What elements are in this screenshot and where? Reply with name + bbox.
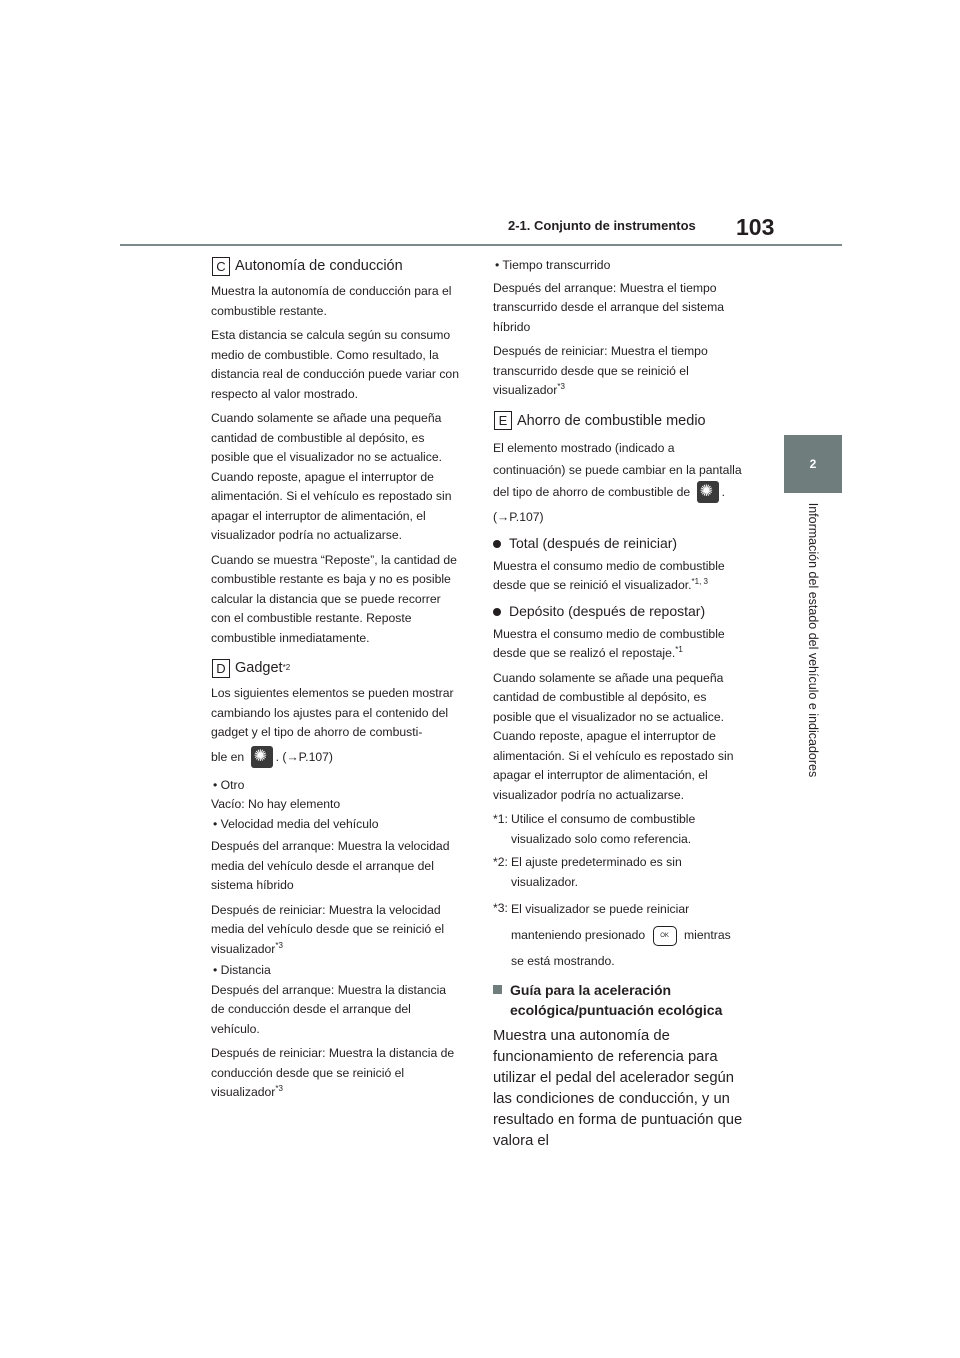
d-paragraph-1b bbox=[211, 743, 463, 771]
total-text: Muestra el consumo medio de combustible desde que se reinició el visualizador. bbox=[493, 558, 725, 593]
settings-gear-icon bbox=[697, 481, 719, 503]
e-p1-text: El elemento mostrado (indicado a continuación) se puede cambiar en la pantalla del tipo de ahorro de combustible de bbox=[493, 440, 742, 499]
total-paragraph bbox=[493, 557, 745, 596]
footnote-3-body bbox=[511, 896, 745, 974]
e-paragraph-1 bbox=[493, 437, 745, 504]
t-p2-text: Después de reiniciar: Muestra el tiempo transcurrido desde que se reinició el visualizador bbox=[493, 344, 708, 397]
chapter-side-label: Información del estado del vehículo e indicadores bbox=[806, 502, 820, 778]
left-column bbox=[211, 256, 463, 1108]
footnote-3-text-pre: El visualizador se puede reiniciar manteniendo presionado bbox=[511, 902, 690, 943]
bullet-distancia: • Distancia bbox=[213, 963, 271, 977]
vel-paragraph-1: Después del arranque: Muestra la velocidad media del vehículo desde el arranque del sistema híbrido bbox=[211, 839, 450, 892]
guide-title: Guía para la aceleración ecológica/puntuación ecológica bbox=[510, 982, 723, 1019]
dist-paragraph-2 bbox=[211, 1044, 463, 1103]
settings-gear-icon bbox=[251, 746, 273, 768]
dep-paragraph bbox=[493, 625, 745, 664]
right-column bbox=[493, 256, 745, 1152]
d-p1b-post: . (→P.107) bbox=[275, 749, 333, 764]
dist-p2-sup: *3 bbox=[275, 1083, 283, 1093]
footnote-1-text: Utilice el consumo de combustible visualizado solo como referencia. bbox=[511, 812, 696, 846]
heading-e-text: Ahorro de combustible medio bbox=[517, 412, 706, 429]
heading-c-text: Autonomía de conducción bbox=[235, 258, 403, 274]
footnote-2-mark: *2: bbox=[493, 855, 508, 870]
dep-paragraph-2: Cuando solamente se añade una pequeña cantidad de combustible al depósito, es posible que el visualizador no se actualice. Cuando reposte, apague el interruptor de alimentación. Si el vehículo es repostado sin apagar el interruptor de alimentación, el visualizador podría no actualizarse. bbox=[493, 670, 734, 802]
bullet-velocidad: • Velocidad media del vehículo bbox=[213, 816, 379, 831]
bullet-dot-icon bbox=[493, 540, 501, 548]
chapter-number: 2 bbox=[809, 457, 817, 471]
dist-p2-text: Después de reiniciar: Muestra la distancia de conducción desde que se reinició el visualizador bbox=[211, 1046, 455, 1099]
heading-guia bbox=[493, 980, 745, 1020]
guide-paragraph: Muestra una autonomía de funcionamiento de referencia para utilizar el pedal del acelerador según las condiciones de conducción, y un resultado en forma de puntuación que valora el bbox=[493, 1028, 743, 1150]
dep-text: Muestra el consumo medio de combustible desde que se realizó el repostaje. bbox=[493, 626, 725, 661]
heading-d-text: Gadget bbox=[235, 660, 283, 676]
chapter-tab bbox=[784, 435, 842, 493]
footnote-1-mark: *1: bbox=[493, 812, 508, 827]
dep-sup: *1 bbox=[675, 645, 683, 655]
footnote-3 bbox=[493, 896, 745, 974]
header-rule bbox=[120, 244, 842, 246]
vel-p2-sup: *3 bbox=[275, 940, 283, 950]
heading-total bbox=[493, 533, 745, 553]
page-number: 103 bbox=[736, 214, 775, 240]
c-paragraph-3: Cuando solamente se añade una pequeña cantidad de combustible al depósito, es posible que el visualizador no se actualice. Cuando reposte, apague el interruptor de alimentación. Si el vehículo es repostado sin apagar el interruptor de alimentación, el visualizador podría no actualizarse. bbox=[211, 411, 452, 542]
tiempo-paragraph-2 bbox=[493, 342, 745, 401]
letter-box-c: C bbox=[212, 257, 230, 276]
ok-button-icon: OK bbox=[653, 926, 677, 946]
t-p2-sup: *3 bbox=[557, 381, 565, 391]
footnote-1 bbox=[493, 810, 745, 849]
heading-e bbox=[493, 411, 745, 431]
letter-box-e: E bbox=[494, 411, 512, 430]
bullet-dot-icon bbox=[493, 608, 501, 616]
tiempo-paragraph-1: Después del arranque: Muestra el tiempo transcurrido desde el arranque del sistema híbrido bbox=[493, 280, 725, 334]
c-paragraph-1: Muestra la autonomía de conducción para el combustible restante. bbox=[211, 284, 452, 318]
vel-p2-text: Después de reiniciar: Muestra la velocidad media del vehículo desde que se reinició el visualizador bbox=[211, 902, 445, 956]
dist-paragraph-1: Después del arranque: Muestra la distancia de conducción desde el arranque del vehículo. bbox=[211, 982, 447, 1036]
heading-d: D Gadget *2 bbox=[211, 658, 463, 678]
letter-box-d: D bbox=[212, 659, 230, 678]
square-bullet-icon bbox=[493, 985, 502, 994]
footnote-2-text: El ajuste predeterminado es sin visualizador. bbox=[511, 855, 682, 889]
bullet-otro: • Otro bbox=[213, 777, 245, 792]
dep-title: Depósito (después de repostar) bbox=[509, 602, 706, 619]
heading-c bbox=[211, 256, 463, 276]
footnote-2 bbox=[493, 853, 745, 892]
c-paragraph-2: Esta distancia se calcula según su consumo medio de combustible. Como resultado, la distancia real de conducción puede variar con respecto al valor mostrado. bbox=[211, 328, 459, 401]
vel-paragraph-2 bbox=[211, 901, 463, 960]
bullet-tiempo: • Tiempo transcurrido bbox=[495, 258, 611, 272]
total-sup: *1, 3 bbox=[691, 577, 708, 587]
e-reference: (→P.107) bbox=[493, 510, 544, 525]
total-title: Total (después de reiniciar) bbox=[509, 534, 678, 551]
otro-text: Vacío: No hay elemento bbox=[211, 797, 341, 811]
footnote-3-mark: *3: bbox=[493, 901, 508, 916]
d-p1b-pre: ble en bbox=[211, 749, 245, 764]
footnote-3-text-post: mientras se está mostrando. bbox=[511, 928, 731, 969]
e-p1-post: . bbox=[721, 484, 725, 499]
section-title: 2-1. Conjunto de instrumentos bbox=[508, 218, 696, 233]
heading-deposito bbox=[493, 601, 745, 621]
c-paragraph-4: Cuando se muestra “Reposte”, la cantidad de combustible restante es baja y no es posible calcular la distancia que se puede recorrer con el combustible restante. Reposte combustible inmediatamente. bbox=[211, 552, 457, 645]
d-paragraph-1: Los siguientes elementos se pueden mostrar cambiando los ajustes para el contenido del gadget y el tipo de ahorro de combusti- bbox=[211, 686, 454, 739]
